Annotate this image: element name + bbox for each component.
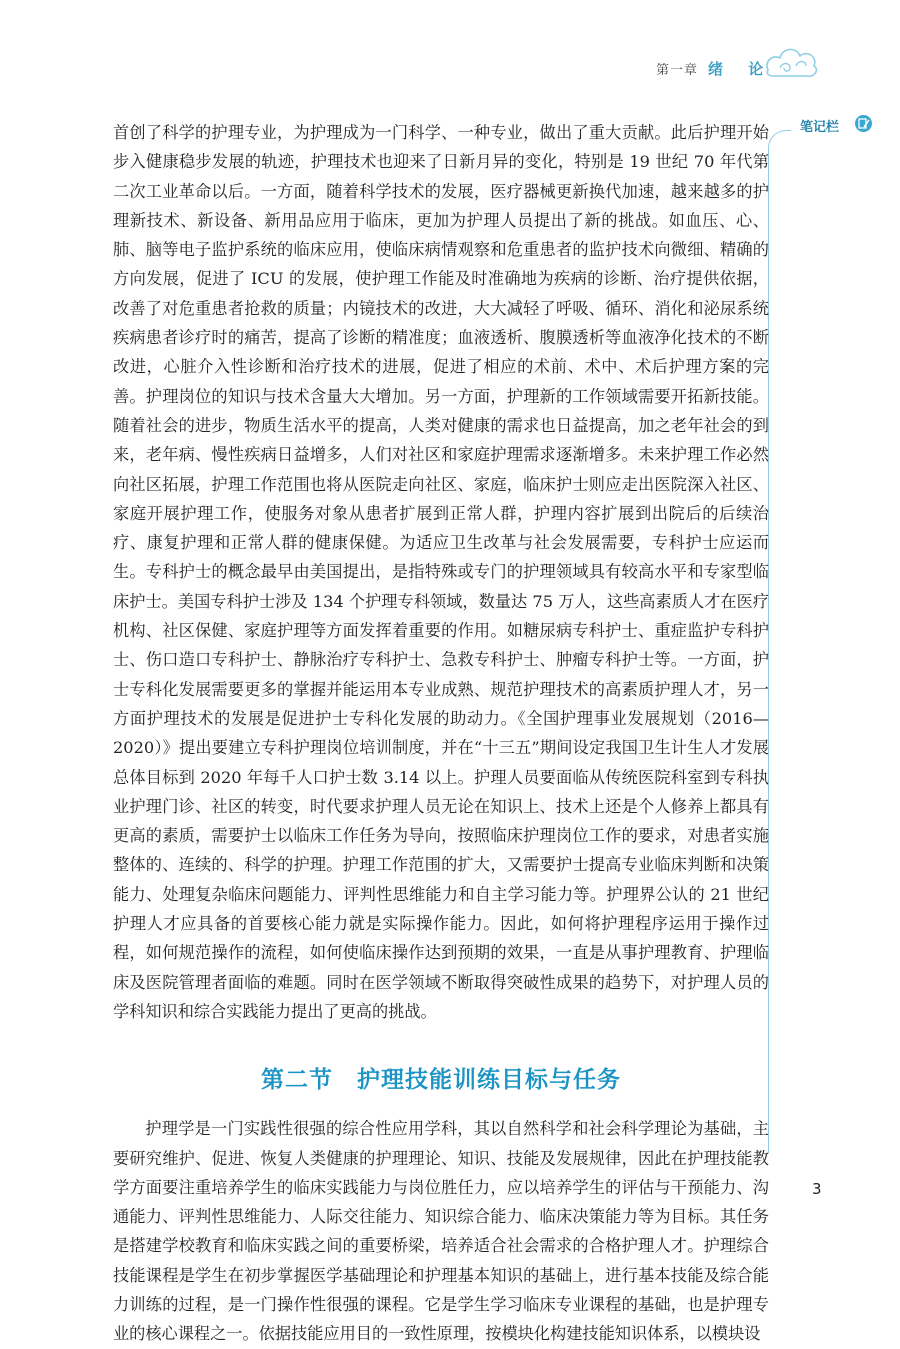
pencil-note-icon: [855, 115, 872, 132]
notes-margin-line: [768, 130, 791, 1153]
section-title: 第二节 护理技能训练目标与任务: [261, 1067, 621, 1094]
page-header: [0, 0, 900, 100]
body-paragraph-2: 护理学是一门实践性很强的综合性应用学科，其以自然科学和社会科学理论为基础，主要研究维护、促进、恢复人类健康的护理理论、知识、技能及发展规律，因此在护理技能教学方面要注重培养学生的临床实践能力与岗位胜任力，应以培养学生的评估与干预能力、沟通能力、评判性思维能力、人际交往能力、知识综合能力、临床决策能力等为目标。其任务是搭建学校教育和临床实践之间的重要桥梁，培养适合社会需求的合格护理人才。护理综合技能课程是学生在初步掌握医学基础理论和护理基本知识的基础上，进行基本技能及综合能力训练的过程，是一门操作性很强的课程。它是学生学习临床专业课程的基础，也是护理专业的核心课程之一。依据技能应用目的一致性原理，按模块化构建技能知识体系，以模块设: [113, 1119, 769, 1344]
chapter-title: 绪 论: [708, 60, 774, 78]
running-head: [656, 58, 773, 79]
main-content: [113, 118, 769, 1349]
notes-label: 笔记栏: [800, 120, 840, 135]
page-number: 3: [812, 1180, 822, 1198]
cloud-ornament-icon: [762, 40, 822, 84]
chapter-label: 第一章: [656, 63, 699, 78]
body-paragraph-1: 首创了科学的护理专业，为护理成为一门科学、一种专业，做出了重大贡献。此后护理开始步入健康稳步发展的轨迹，护理技术也迎来了日新月异的变化，特别是 19 世纪 70 年代第二次工业革命以后。一方面，随着科学技术的发展，医疗器械更新换代加速，越来越多的护理新技术、新设备、新用品应用于临床，更加为护理人员提出了新的挑战。如血压、心、肺、脑等电子监护系统的临床应用，使临床病情观察和危重患者的监护技术向微细、精确的方向发展，促进了 ICU 的发展，使护理工作能及时准确地为疾病的诊断、治疗提供依据，改善了对危重患者抢救的质量；内镜技术的改进，大大减轻了呼吸、循环、消化和泌尿系统疾病患者诊疗时的痛苦，提高了诊断的精准度；血液透析、腹膜透析等血液净化技术的不断改进，心脏介入性诊断和治疗技术的进展，促进了相应的术前、术中、术后护理方案的完善。护理岗位的知识与技术含量大大增加。另一方面，护理新的工作领域需要开拓新技能。随着社会的进步，物质生活水平的提高，人类对健康的需求也日益提高，加之老年社会的到来，老年病、慢性疾病日益增多，人们对社区和家庭护理需求逐渐增多。未来护理工作必然向社区拓展，护理工作范围也将从医院走向社区、家庭，临床护士则应走出医院深入社区、家庭开展护理工作，使服务对象从患者扩展到正常人群，护理内容扩展到出院后的后续治疗、康复护理和正常人群的健康保健。为适应卫生改革与社会发展需要，专科护士应运而生。专科护士的概念最早由美国提出，是指特殊或专门的护理领域具有较高水平和专家型临床护士。美国专科护士涉及 134 个护理专科领域，数量达 75 万人，这些高素质人才在医疗机构、社区保健、家庭护理等方面发挥着重要的作用。如糖尿病专科护士、重症监护专科护士、伤口造口专科护士、静脉治疗专科护士、急救专科护士、肿瘤专科护士等。一方面，护士专科化发展需要更多的掌握并能运用本专业成熟、规范护理技术的高素质护理人才，另一方面护理技术的发展是促进护士专科化发展的助动力。《全国护理事业发展规划（2016—2020）》提出要建立专科护理岗位培训制度，并在“十三五”期间设定我国卫生计生人才发展总体目标到 2020 年每千人口护士数 3.14 以上。护理人员要面临从传统医院科室到专科执业护理门诊、社区的转变，时代要求护理人员无论在知识上、技术上还是个人修养上都具有更高的素质，需要护士以临床工作任务为导向，按照临床护理岗位工作的要求，对患者实施整体的、连续的、科学的护理。护理工作范围的扩大，又需要护士提高专业临床判断和决策能力、处理复杂临床问题能力、评判性思维能力和自主学习能力等。护理界公认的 21 世纪护理人才应具备的首要核心能力就是实际操作能力。因此，如何将护理程序运用于操作过程，如何规范操作的流程，如何使临床操作达到预期的效果，一直是从事护理教育、护理临床及医院管理者面临的难题。同时在医学领域不断取得突破性成果的趋势下，对护理人员的学科知识和综合实践能力提出了更高的挑战。: [113, 123, 769, 1021]
